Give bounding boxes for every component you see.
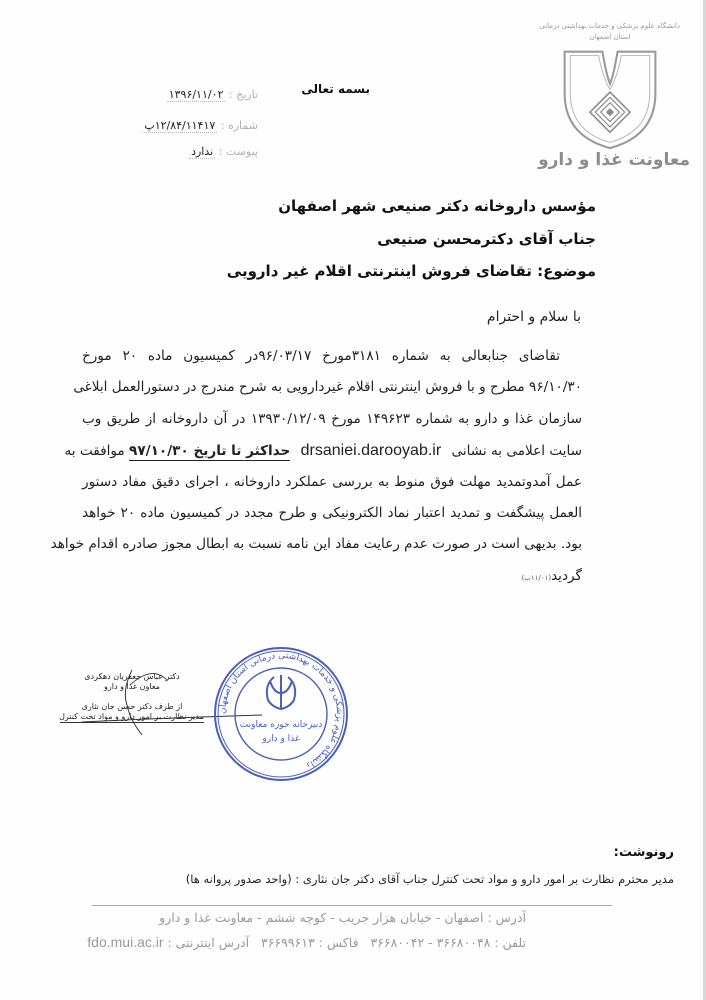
university-logo [540,22,680,148]
meta-date [138,88,258,101]
stamp-inner-text-2: غذا و دارو [262,734,300,744]
cc-recipient: مدیر محترم نظارت بر امور دارو و مواد تحت کنترل جناب آقای دکتر جان نثاری : (واحد صدور پروانه ها) [185,872,674,886]
on-behalf-of: از طرف دکتر حسن جان نثاری [81,702,183,711]
signatory-title: معاون غذا و دارو [104,682,160,691]
body-line-1: تقاضای جنابعالی به شماره ۳۱۸۱مورخ ۹۶/۰۳/۱۷در کمیسیون ماده ۲۰ مورخ [82,348,560,364]
letterhead-caption: معاونت غذا و دارو [538,150,690,170]
stamp-inner-text-1: دبیرخانه حوزه معاونت [239,720,323,730]
footer-divider [92,905,612,906]
signature-block [60,672,204,723]
date-label: تاریخ : [228,88,258,101]
body-line-5: عمل آمدوتمدید مهلت فوق منوط به بررسی عملکرد داروخانه ، اجرای دقیق مفاد دستور [82,473,582,490]
phone-numbers: ۳۶۶۸۰۰۴۸ - ۳۶۶۸۰۰۴۲ [370,935,491,950]
body-line-4-end: موافقت به [64,443,125,460]
body-line-2: ۹۶/۱۰/۳۰ مطرح و با فروش اینترنتی اقلام غیردارویی به شرح مندرج در دستورالعمل ابلاغی [73,379,582,396]
official-stamp-icon [212,645,350,783]
body-line-6: العمل پیشگفت و تمدید اعتبار نماد الکترونیکی و طرح مجدد در کمیسیون ماده ۲۰ خواهد [82,504,582,521]
logo-org-line-2: استان اصفهان [589,33,631,41]
body-line-8 [82,561,582,592]
body-line-7: بود. بدیهی است در صورت عدم رعایت مفاد این نامه نسبت به ابطال مجوز صادره اقدام خواهد [50,536,582,553]
logo-org-line-1: دانشگاه علوم پزشکی و خدمات بهداشتی درمانی [539,22,680,30]
stamp-outer-text: دانشگاه علوم پزشکی و خدمات بهداشتی درمانی استان اصفهان [217,650,345,771]
signatory-name: دکتر عباس جعفریان دهکردی [84,672,180,681]
typist-reference: (۱۱/۰۱ب) [521,573,552,582]
fax-label: فاکس : [318,935,359,950]
cc-title: رونوشت: [613,845,674,860]
fax-number: ۳۶۶۹۹۶۱۳ [260,935,315,950]
body-line-4 [64,435,582,466]
addressee-line-1: مؤسس داروخانه دکتر صنیعی شهر اصفهان [278,197,596,215]
on-behalf-title: مدیر نظارت بر امور دارو و مواد تحت کنترل [59,712,204,721]
basmala: بسمه تعالی [301,82,370,96]
web-label: آدرس اینترنتی : [167,935,250,950]
website-link[interactable]: drsaniei.darooyab.ir [300,442,442,460]
footer-address: آدرس : اصفهان - خیابان هزار جریب - کوچه ششم - معاونت غذا و دارو [159,910,526,925]
body-line-3: سازمان غذا و دارو به شماره ۱۴۹۶۲۳ مورخ ۱۳۹۳۰/۱۲/۰۹ در آن داروخانه از طریق وب [82,410,582,427]
phone-label: تلفن : [494,935,526,950]
number-value: ۱۲/۸۴/۱۱۴۱۷پ [144,119,216,132]
subject-line: موضوع: تقاضای فروش اینترنتی اقلام غیر دارویی [226,262,596,280]
shield-emblem-icon [540,46,680,150]
attachment-label: پیوست : [218,145,258,158]
footer-website-link[interactable]: fdo.mui.ac.ir [87,934,164,950]
letter-body [50,341,582,592]
date-value: ۱۳۹۶/۱۱/۰۲ [168,88,224,101]
deadline-text: حداکثر تا تاریخ ۹۷/۱۰/۳۰ [129,443,291,460]
footer-contact [87,934,526,950]
body-line-4-start: سایت اعلامی به نشانی [451,443,582,460]
number-label: شماره : [220,119,258,132]
meta-attachment [138,145,258,158]
greeting: با سلام و احترام [486,309,581,325]
addressee-line-2: جناب آقای دکترمحسن صنیعی [377,230,596,248]
meta-number [138,119,258,132]
body-line-8-text: گردید [551,567,582,584]
attachment-value: ندارد [191,145,214,158]
